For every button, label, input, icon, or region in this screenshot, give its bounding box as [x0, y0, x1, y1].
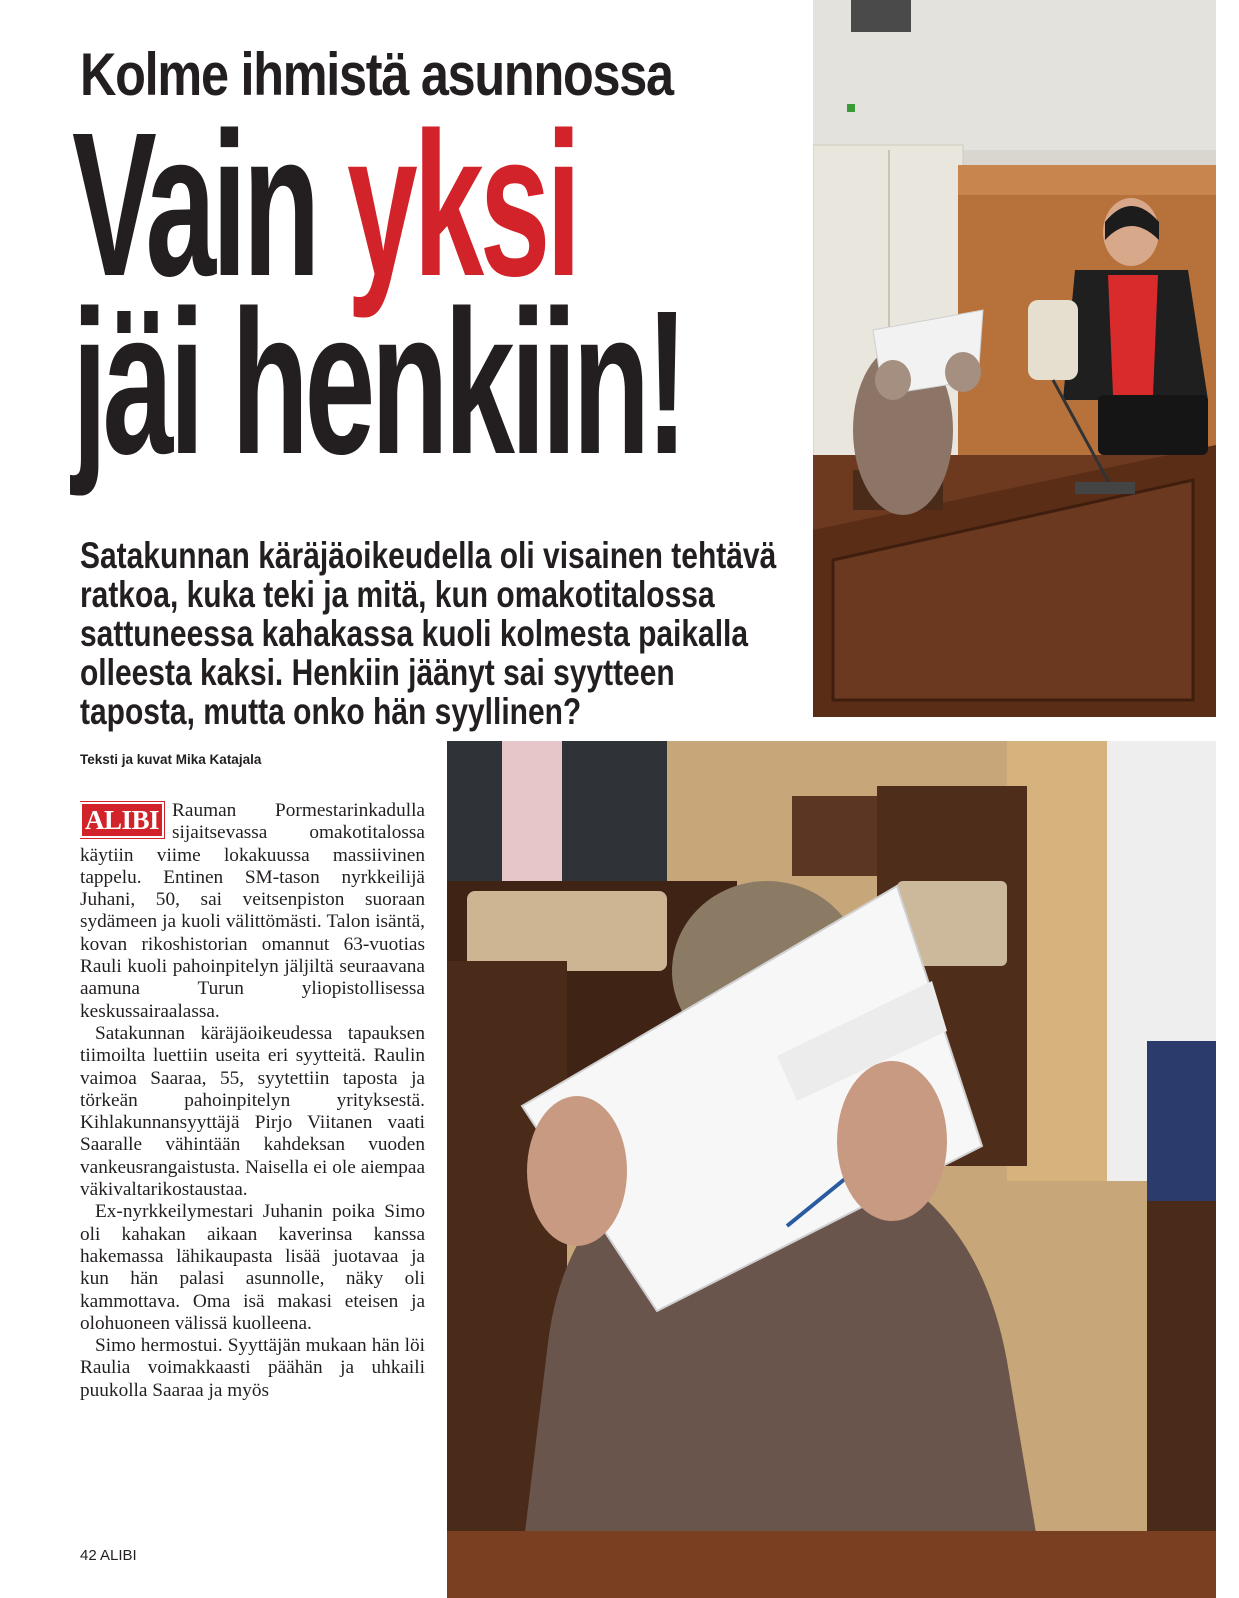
- byline: Teksti ja kuvat Mika Katajala: [80, 752, 262, 767]
- article-body: [80, 800, 425, 1525]
- alibi-logo: ALIBI: [80, 802, 164, 838]
- headline-line-2: jäi henkiin!: [72, 268, 684, 497]
- kicker-headline: Kolme ihmistä asunnossa: [80, 41, 673, 108]
- lede-paragraph: Satakunnan käräjäoikeudella oli visainen tehtävä ratkoa, kuka teki ja mitä, kun omakotitalossa sattuneessa kahakassa kuoli kolmesta paikalla olleesta kaksi. Henkiin jäänyt sai syytteen taposta, mutta onko hän syyllinen?: [80, 535, 777, 732]
- headline-highlight: yksi: [347, 90, 578, 319]
- headline-word-vain: Vain: [72, 90, 348, 319]
- body-paragraph: Satakunnan käräjäoikeudessa tapauksen tiimoilta luettiin useita eri syytteitä. Raulin vaimoa Saaraa, 55, syytettiin taposta ja törkeän pahoinpitelyn yrityksestä. Kihlakunnansyyttäjä Pirjo Viitanen vaati Saaralle vähintään kahdeksan vuoden vankeusrangaistusta. Naisella ei ole aiempaa väkivaltarikostaustaa.: [80, 1022, 425, 1201]
- courtroom-photo-top: [813, 0, 1216, 717]
- body-paragraph: Ex-nyrkkeilymestari Juhanin poika Simo oli kahakan aikaan kaverinsa kanssa hakemassa lähikaupasta lisää juotavaa ja kun hän palasi asunnolle, näky oli kammottava. Oma isä makasi eteisen ja olohuoneen välissä kuolleena.: [80, 1201, 425, 1334]
- main-headline: [72, 90, 684, 497]
- body-paragraph: Simo hermostui. Syyttäjän mukaan hän löi Raulia voimakkaasti päähän ja uhkaili puukolla Saaraa ja myös: [80, 1335, 425, 1401]
- defendant-photo: [447, 741, 1216, 1598]
- page-folio: 42 ALIBI: [80, 1547, 137, 1564]
- body-paragraph: [80, 800, 425, 1023]
- body-paragraph-text: Rauman Pormestarinkadulla sijaitsevassa omakotitalossa käytiin viime lokakuussa massiivinen tappelu. Entinen SM-tason nyrkkeilijä Juhani, 50, sai veitsenpiston suoraan sydämeen ja kuoli välittömästi. Talon isäntä, kovan rikoshistorian omannut 63-vuotias Rauli kuoli pahoinpitelyn jäljiltä seuraavana aamuna Turun yliopistollisessa keskussairaalassa.: [80, 800, 425, 1022]
